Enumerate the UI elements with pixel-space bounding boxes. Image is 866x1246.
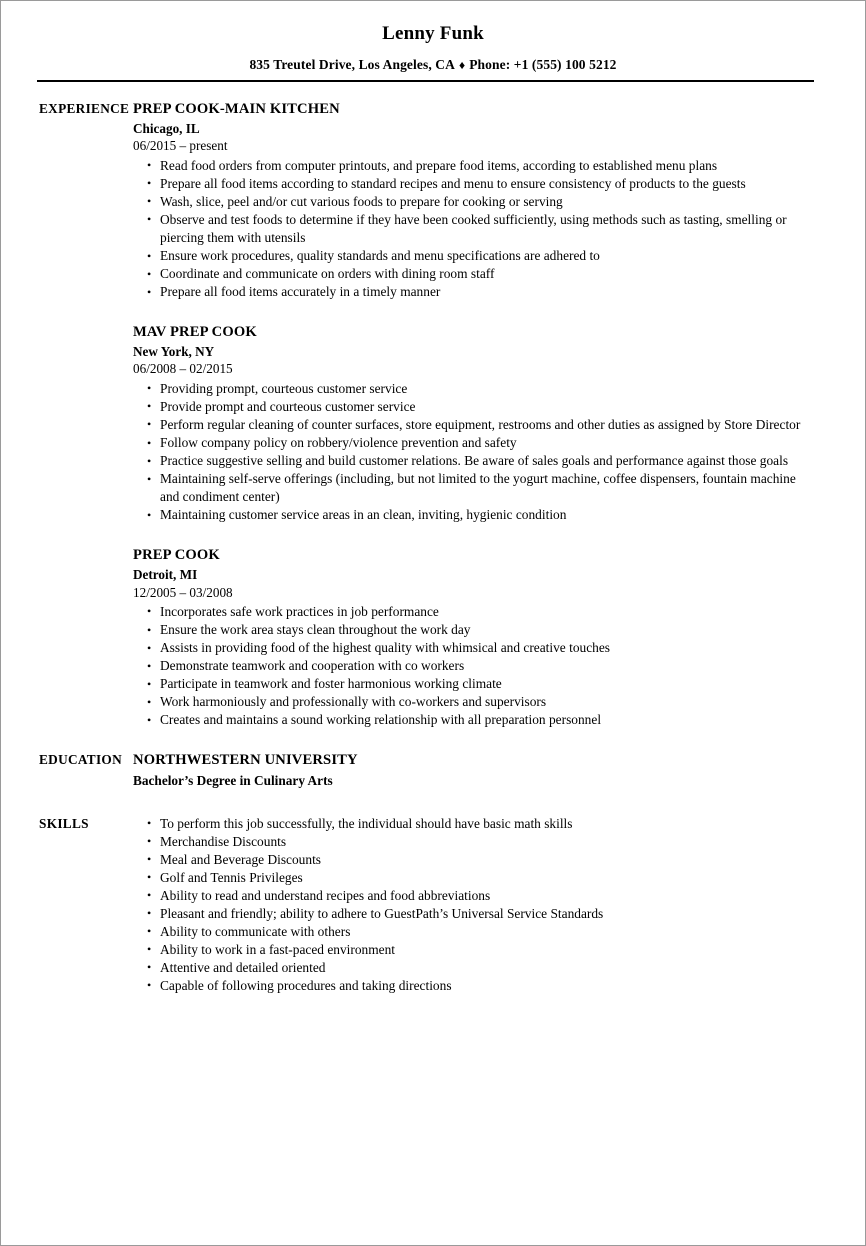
job-responsibilities xyxy=(133,157,813,301)
resume-body xyxy=(1,100,865,995)
education-entries xyxy=(133,751,865,790)
list-item: • Ensure the work area stays clean throughout the work day xyxy=(133,621,813,639)
list-item: • Perform regular cleaning of counter surfaces, store equipment, restrooms and other duties as assigned by Store Director xyxy=(133,416,813,434)
list-item: • Work harmoniously and professionally with co-workers and supervisors xyxy=(133,693,813,711)
list-item: • Meal and Beverage Discounts xyxy=(133,851,813,869)
candidate-name: Lenny Funk xyxy=(382,23,484,44)
job-location: Detroit, MI xyxy=(133,567,198,583)
list-item: • Ability to communicate with others xyxy=(133,923,813,941)
diamond-separator-icon: ♦ xyxy=(458,57,466,72)
header-divider xyxy=(37,80,814,82)
list-item: • Wash, slice, peel and/or cut various foods to prepare for cooking or serving xyxy=(133,193,813,211)
list-item: • Ability to work in a fast-paced environment xyxy=(133,941,813,959)
section-skills xyxy=(1,815,865,995)
contact-address: 835 Treutel Drive, Los Angeles, CA xyxy=(249,56,455,72)
list-item: • Capable of following procedures and taking directions xyxy=(133,977,813,995)
section-education xyxy=(1,751,865,790)
list-item: • Attentive and detailed oriented xyxy=(133,959,813,977)
job-entry xyxy=(133,323,813,524)
job-entry xyxy=(133,100,813,301)
list-item: • Providing prompt, courteous customer service xyxy=(133,380,813,398)
job-responsibilities xyxy=(133,380,813,524)
section-label-education: EDUCATION xyxy=(39,752,122,768)
list-item: • Coordinate and communicate on orders with dining room staff xyxy=(133,265,813,283)
list-item: • Participate in teamwork and foster harmonious working climate xyxy=(133,675,813,693)
list-item: • To perform this job successfully, the individual should have basic math skills xyxy=(133,815,813,833)
list-item: • Provide prompt and courteous customer service xyxy=(133,398,813,416)
section-label-experience: EXPERIENCE xyxy=(39,101,130,117)
list-item: • Maintaining self-serve offerings (including, but not limited to the yogurt machine, coffee dispensers, fountain machine and condiment center) xyxy=(133,470,813,506)
skills-list xyxy=(133,815,813,995)
job-location: New York, NY xyxy=(133,344,215,360)
list-item: • Ensure work procedures, quality standards and menu specifications are adhered to xyxy=(133,247,813,265)
list-item: • Ability to read and understand recipes and food abbreviations xyxy=(133,887,813,905)
list-item: • Pleasant and friendly; ability to adhere to GuestPath’s Universal Service Standards xyxy=(133,905,813,923)
contact-line xyxy=(1,57,865,73)
job-dates: 12/2005 – 03/2008 xyxy=(133,584,233,600)
job-responsibilities xyxy=(133,603,813,729)
resume-header xyxy=(1,1,865,82)
education-school: NORTHWESTERN UNIVERSITY xyxy=(133,752,358,769)
list-item: • Maintaining customer service areas in an clean, inviting, hygienic condition xyxy=(133,506,813,524)
list-item: • Demonstrate teamwork and cooperation with co workers xyxy=(133,657,813,675)
list-item: • Follow company policy on robbery/violence prevention and safety xyxy=(133,434,813,452)
job-title: PREP COOK xyxy=(133,547,220,564)
job-dates: 06/2008 – 02/2015 xyxy=(133,361,233,377)
section-label-skills: SKILLS xyxy=(39,815,89,831)
experience-entries xyxy=(133,100,865,729)
list-item: • Prepare all food items according to standard recipes and menu to ensure consistency of products to the guests xyxy=(133,175,813,193)
education-degree: Bachelor’s Degree in Culinary Arts xyxy=(133,773,333,789)
section-experience xyxy=(1,100,865,729)
list-item: • Golf and Tennis Privileges xyxy=(133,869,813,887)
job-dates: 06/2015 – present xyxy=(133,138,228,154)
job-title: PREP COOK-MAIN KITCHEN xyxy=(133,101,340,118)
list-item: • Incorporates safe work practices in job performance xyxy=(133,603,813,621)
list-item: • Prepare all food items accurately in a timely manner xyxy=(133,283,813,301)
contact-phone: Phone: +1 (555) 100 5212 xyxy=(469,56,617,72)
list-item: • Merchandise Discounts xyxy=(133,833,813,851)
job-location: Chicago, IL xyxy=(133,121,200,136)
list-item: • Read food orders from computer printouts, and prepare food items, according to established menu plans xyxy=(133,157,813,175)
job-entry xyxy=(133,546,813,729)
job-title: MAV PREP COOK xyxy=(133,324,257,341)
list-item: • Creates and maintains a sound working relationship with all preparation personnel xyxy=(133,711,813,729)
list-item: • Practice suggestive selling and build customer relations. Be aware of sales goals and performance against those goals xyxy=(133,452,813,470)
list-item: • Observe and test foods to determine if they have been cooked sufficiently, using methods such as tasting, smelling or piercing them with utensils xyxy=(133,211,813,247)
list-item: • Assists in providing food of the highest quality with whimsical and creative touches xyxy=(133,639,813,657)
skills-entries xyxy=(133,815,865,995)
